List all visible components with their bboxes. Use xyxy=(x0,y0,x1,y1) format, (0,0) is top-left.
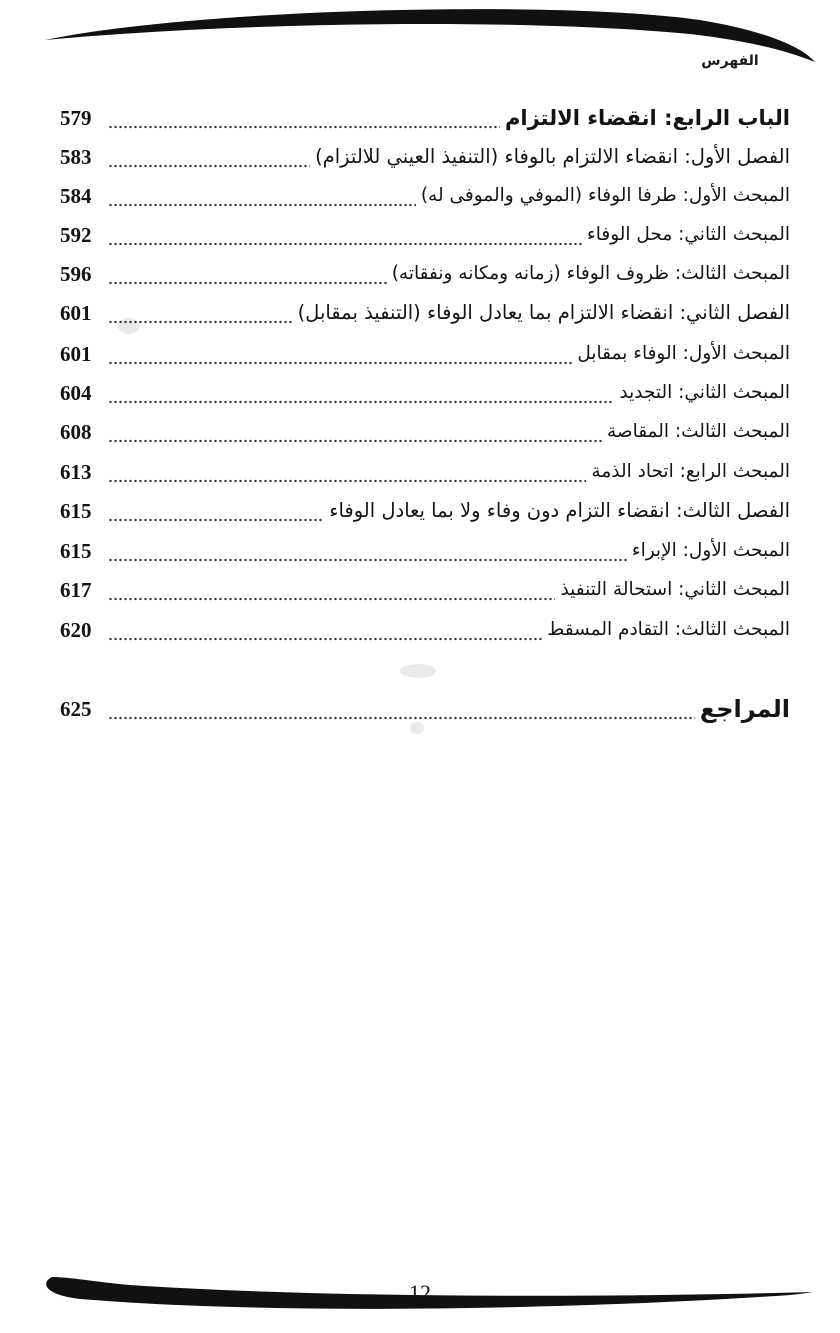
toc-entry-section[interactable] xyxy=(60,613,790,647)
toc-entry-title: الباب الرابع: انقضاء الالتزام xyxy=(504,106,790,130)
toc-entry-page: 613 xyxy=(60,460,92,484)
dot-leader xyxy=(108,573,555,607)
toc-entry-section[interactable] xyxy=(60,534,790,568)
toc-entry-section[interactable] xyxy=(60,257,790,291)
dot-leader xyxy=(108,613,542,647)
toc-entry-page: 617 xyxy=(60,578,92,602)
toc-entry-title: المراجع xyxy=(699,695,790,723)
toc-entry-page: 615 xyxy=(60,499,92,523)
toc-entry-title: الفصل الثالث: انقضاء التزام دون وفاء ولا بما يعادل الوفاء xyxy=(329,499,790,522)
dot-leader xyxy=(108,534,627,568)
toc-entry-title: المبحث الرابع: اتحاد الذمة xyxy=(591,461,790,482)
toc-entry-section[interactable] xyxy=(60,455,790,489)
dot-leader xyxy=(108,494,324,528)
toc-entry-title: المبحث الأول: طرفا الوفاء (الموفي والموفى له) xyxy=(420,185,790,206)
dot-leader xyxy=(108,455,586,489)
dot-leader xyxy=(108,179,416,213)
toc-entry-title: المبحث الأول: الإبراء xyxy=(631,540,790,561)
dot-leader xyxy=(108,692,695,726)
toc-entry-chapter-two[interactable] xyxy=(60,296,790,330)
toc-entry-title: المبحث الثالث: المقاصة xyxy=(606,421,790,442)
toc-entry-page: 601 xyxy=(60,342,92,366)
dot-leader xyxy=(108,296,293,330)
toc-entry-page: 579 xyxy=(60,106,92,130)
toc-entry-section[interactable] xyxy=(60,573,790,607)
dot-leader xyxy=(108,376,614,410)
toc-entry-page: 601 xyxy=(60,301,92,325)
toc-entry-section[interactable] xyxy=(60,415,790,449)
toc-entry-section[interactable] xyxy=(60,179,790,213)
toc-entry-page: 584 xyxy=(60,184,92,208)
toc-entry-page: 608 xyxy=(60,420,92,444)
toc-entry-chapter-one[interactable] xyxy=(60,140,790,174)
toc-entry-title: المبحث الثاني: محل الوفاء xyxy=(587,224,790,245)
toc-entry-section[interactable] xyxy=(60,376,790,410)
toc-entry-page: 604 xyxy=(60,381,92,405)
toc-entry-title: المبحث الثاني: التجديد xyxy=(619,382,790,403)
dot-leader xyxy=(108,101,500,135)
toc-entry-title: المبحث الأول: الوفاء بمقابل xyxy=(577,343,790,364)
toc-entry-title: المبحث الثالث: ظروف الوفاء (زمانه ومكانه ونفقاته) xyxy=(391,263,790,284)
toc-entry-page: 592 xyxy=(60,223,92,247)
dot-leader xyxy=(108,415,602,449)
toc-entry-section[interactable] xyxy=(60,218,790,252)
dot-leader xyxy=(108,337,572,371)
toc-entry-section[interactable] xyxy=(60,337,790,371)
toc-entry-title: الفصل الثاني: انقضاء الالتزام بما يعادل الوفاء (التنفيذ بمقابل) xyxy=(297,301,790,324)
toc-entry-title: المبحث الثاني: استحالة التنفيذ xyxy=(560,579,790,600)
toc-entry-references[interactable] xyxy=(60,692,790,726)
toc-entry-page: 596 xyxy=(60,262,92,286)
dot-leader xyxy=(108,257,387,291)
toc-entry-title: الفصل الأول: انقضاء الالتزام بالوفاء (التنفيذ العيني للالتزام) xyxy=(315,145,790,168)
toc-entry-chapter-three[interactable] xyxy=(60,494,790,528)
toc-entry-part-four[interactable] xyxy=(60,101,790,135)
toc-entry-page: 615 xyxy=(60,539,92,563)
toc-entry-page: 625 xyxy=(60,697,92,721)
dot-leader xyxy=(108,218,582,252)
toc-entry-title: المبحث الثالث: التقادم المسقط xyxy=(547,619,790,640)
page-number: 12 xyxy=(409,1280,431,1305)
toc-entry-page: 620 xyxy=(60,618,92,642)
running-head: الفهرس xyxy=(701,53,759,69)
dot-leader xyxy=(108,140,310,174)
toc-entry-page: 583 xyxy=(60,145,92,169)
